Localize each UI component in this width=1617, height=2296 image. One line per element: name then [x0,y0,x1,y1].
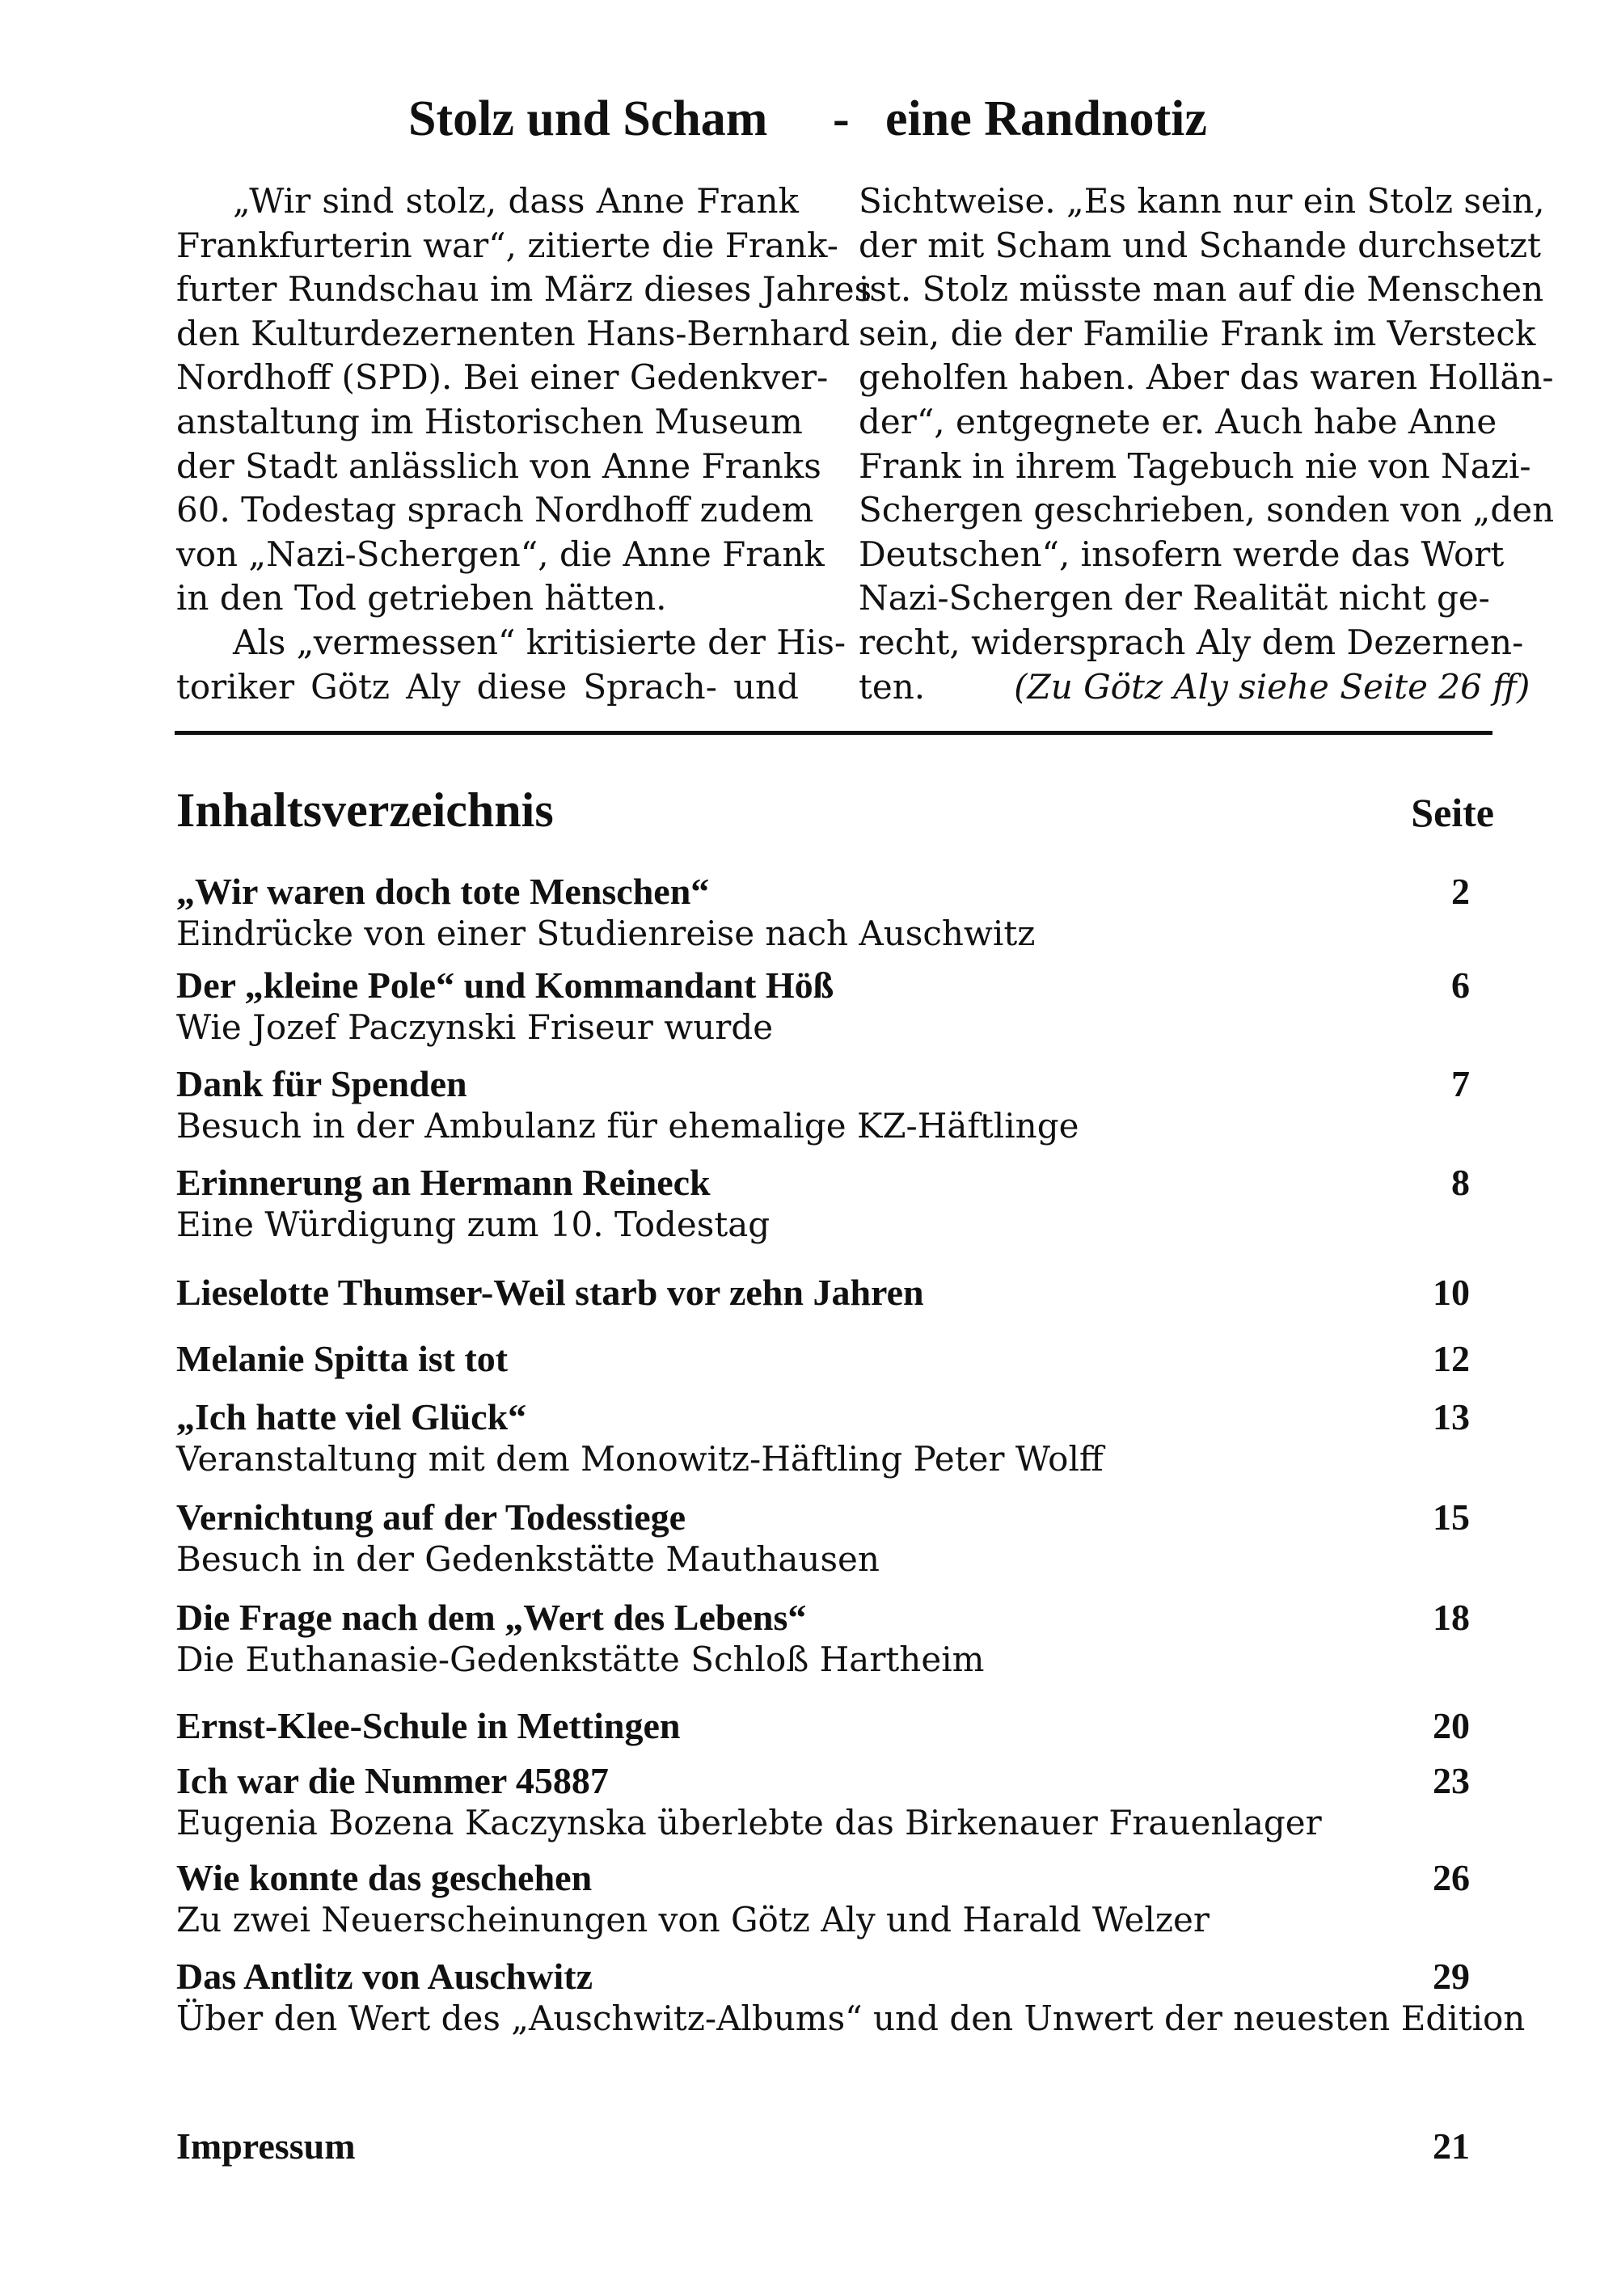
toc-entry-page: 10 [1433,1272,1470,1313]
toc-entry-title: Melanie Spitta ist tot [176,1338,509,1379]
toc-entry-subtitle: Eindrücke von einer Studienreise nach Auschwitz [176,914,1036,953]
toc-entry-subtitle: Besuch in der Ambulanz für ehemalige KZ-Häftlinge [176,1106,1079,1146]
article-line: toriker Götz Aly diese Sprach- und [176,666,799,707]
article-line: Frankfurterin war“, zitierte die Frank- [176,225,838,265]
toc-title: Inhaltsverzeichnis [176,783,554,837]
toc-entry-subtitle: Wie Jozef Paczynski Friseur wurde [176,1007,774,1047]
toc-entry[interactable] [176,964,1470,1053]
toc-entry[interactable] [176,1596,1470,1685]
toc-entry-title: Ich war die Nummer 45887 [176,1760,609,1801]
toc-entry[interactable] [176,1395,1470,1484]
article-right-column [859,179,1555,709]
toc-entry-page: 18 [1433,1597,1470,1638]
toc-entry-page: 7 [1451,1063,1470,1104]
article-line: in den Tod getrieben hätten. [176,578,667,618]
section-divider [175,731,1492,735]
toc-entry[interactable] [176,1337,1470,1382]
toc-entry-page: 23 [1433,1760,1470,1801]
toc-entry-subtitle: Über den Wert des „Auschwitz-Albums“ und den Unwert der neuesten Edition [176,1998,1526,2038]
article-line: „Wir sind stolz, dass Anne Frank [233,181,799,221]
article-final-line [859,665,1530,710]
toc-entry[interactable] [176,870,1470,959]
toc-entry-title: Dank für Spenden [176,1063,467,1104]
toc-entry-page: 29 [1433,1956,1470,1997]
toc-entry[interactable] [176,1161,1470,1250]
toc-entry-title: „Wir waren doch tote Menschen“ [176,871,710,912]
article-line: von „Nazi-Schergen“, die Anne Frank [176,534,825,574]
toc-entry[interactable] [176,1271,1470,1316]
toc-entry-subtitle: Besuch in der Gedenkstätte Mauthausen [176,1539,880,1579]
article-title-left: Stolz und Scham [408,91,768,146]
article-line: 60. Todestag sprach Nordhoff zudem [176,490,814,530]
toc-entry-page: 20 [1433,1705,1470,1746]
toc-page-header: Seite [1411,790,1494,835]
toc-entry-title: Vernichtung auf der Todesstiege [176,1496,686,1538]
article-line: anstaltung im Historischen Museum [176,401,803,441]
article-title-dash: - [833,91,850,146]
toc-entry-page: 15 [1433,1496,1470,1538]
toc-entry-page: 21 [1433,2125,1470,2167]
article-line: Deutschen“, insofern werde das Wort [859,534,1505,574]
article-line: sein, die der Familie Frank im Versteck [859,313,1536,353]
toc-entry-title: Der „kleine Pole“ und Kommandant Höß [176,964,834,1006]
article-reference-note: (Zu Götz Aly siehe Seite 26 ff) [1014,666,1530,707]
article-line: recht, widersprach Aly dem Dezernen- [859,622,1524,662]
article-line: Frank in ihrem Tagebuch nie von Nazi- [859,445,1531,486]
article-title [0,91,1617,163]
article-line: der Stadt anlässlich von Anne Franks [176,445,821,486]
article-line: Als „vermessen“ kritisierte der His- [233,622,846,662]
article-line: geholfen haben. Aber das waren Hollän- [859,357,1554,398]
toc-entry-page: 6 [1451,964,1470,1006]
toc-entry[interactable] [176,1759,1470,1848]
toc-entry-title: Ernst-Klee-Schule in Mettingen [176,1705,681,1746]
toc-entry-subtitle: Zu zwei Neuerscheinungen von Götz Aly und Harald Welzer [176,1900,1210,1939]
article-line: der“, entgegnete er. Auch habe Anne [859,401,1497,441]
article-line: der mit Scham und Schande durchsetzt [859,225,1541,265]
toc-entry-impressum[interactable] [176,2125,1470,2170]
article-line: Sichtweise. „Es kann nur ein Stolz sein, [859,181,1545,221]
article-left-column [176,179,872,709]
article-line: Nordhoff (SPD). Bei einer Gedenkver- [176,357,829,398]
toc-entry-title: Impressum [176,2125,356,2167]
article-final-text: ten. [859,666,926,707]
toc-entry-subtitle: Die Euthanasie-Gedenkstätte Schloß Hartheim [176,1640,985,1679]
article-line: ist. Stolz müsste man auf die Menschen [859,269,1544,310]
toc-entry[interactable] [176,1704,1470,1749]
toc-entry-page: 8 [1451,1162,1470,1203]
toc-entry[interactable] [176,1955,1526,2044]
toc-entry-page: 2 [1451,871,1470,912]
toc-entry-subtitle: Veranstaltung mit dem Monowitz-Häftling Peter Wolff [176,1439,1104,1479]
article-line: Nazi-Schergen der Realität nicht ge- [859,578,1490,618]
toc-entry[interactable] [176,1856,1470,1945]
article-line: Schergen geschrieben, sonden von „den [859,490,1555,530]
toc-entry-page: 13 [1433,1396,1470,1437]
toc-entry-page: 12 [1433,1338,1470,1379]
toc-entry[interactable] [176,1062,1470,1151]
toc-entry-subtitle: Eugenia Bozena Kaczynska überlebte das Birkenauer Frauenlager [176,1803,1322,1842]
article-line: den Kulturdezernenten Hans-Bernhard [176,313,851,353]
toc-header [176,783,1494,847]
toc-entry-page: 26 [1433,1857,1470,1898]
toc-entry-title: Erinnerung an Hermann Reineck [176,1162,711,1203]
toc-entry[interactable] [176,1496,1470,1585]
toc-entry-title: Lieselotte Thumser-Weil starb vor zehn Jahren [176,1272,924,1313]
article-line: furter Rundschau im März dieses Jahres [176,269,872,310]
toc-entry-title: Wie konnte das geschehen [176,1857,593,1898]
toc-entry-title: Die Frage nach dem „Wert des Lebens“ [176,1597,807,1638]
toc-entry-subtitle: Eine Würdigung zum 10. Todestag [176,1205,771,1244]
toc-entry-title: Das Antlitz von Auschwitz [176,1956,593,1997]
toc-entry-title: „Ich hatte viel Glück“ [176,1396,527,1437]
article-title-right: eine Randnotiz [885,91,1207,146]
